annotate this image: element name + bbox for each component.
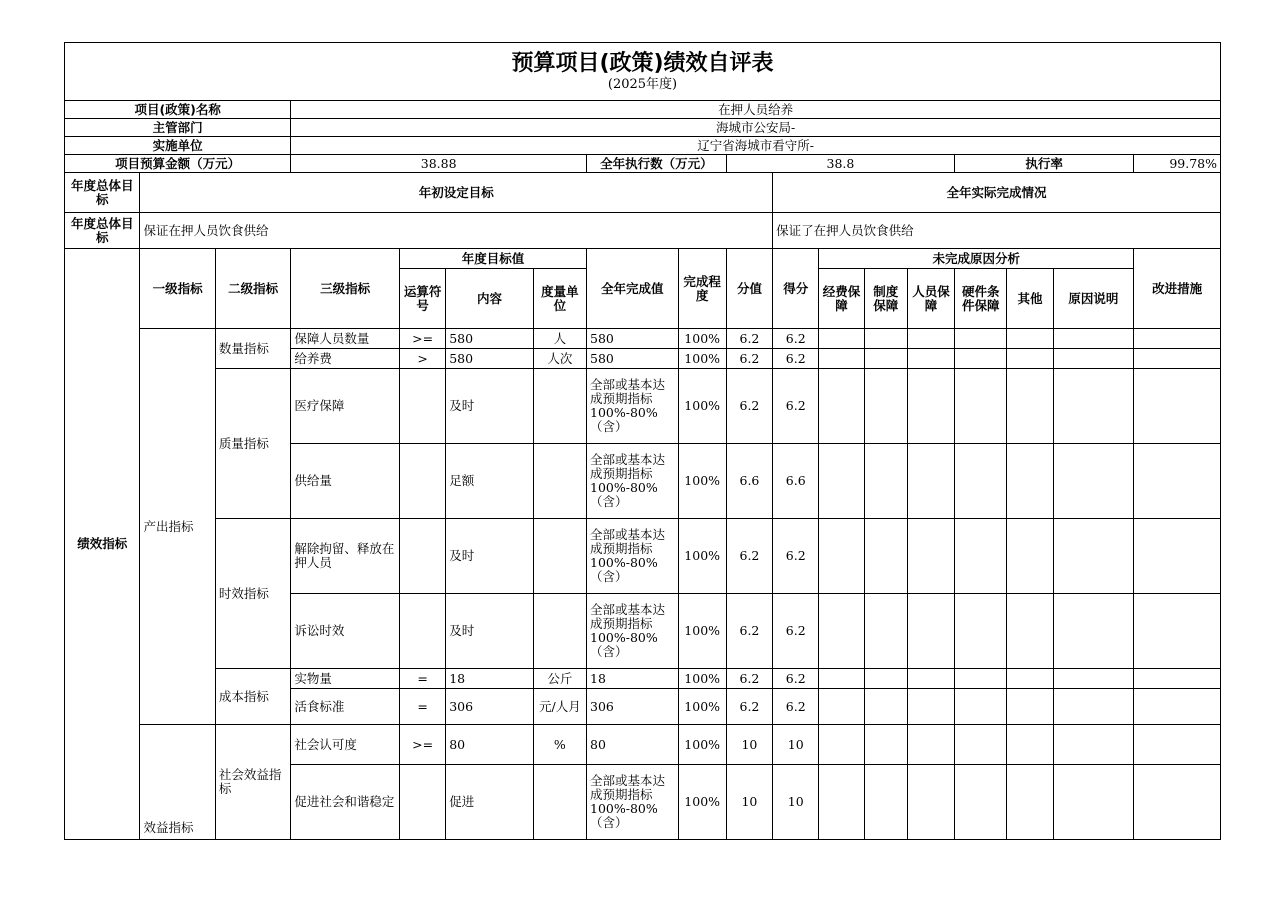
- indicator-op: [399, 519, 445, 594]
- empty-cell: [819, 765, 864, 840]
- empty-cell: [1007, 765, 1053, 840]
- empty-cell: [1134, 765, 1221, 840]
- indicator-content: 及时: [446, 519, 534, 594]
- empty-cell: [1007, 349, 1053, 369]
- empty-cell: [819, 519, 864, 594]
- empty-cell: [819, 594, 864, 669]
- empty-cell: [955, 329, 1007, 349]
- exec-amount-label: 全年执行数（万元）: [587, 155, 727, 173]
- indicator-value: 全部或基本达成预期指标100%-80%（含）: [587, 519, 679, 594]
- empty-cell: [1007, 369, 1053, 444]
- indicator-name: 供给量: [291, 444, 400, 519]
- page-title: 预算项目(政策)绩效自评表: [511, 50, 774, 76]
- indicator-score: 6.2: [773, 329, 819, 349]
- indicator-content: 306: [446, 689, 534, 725]
- empty-cell: [864, 669, 907, 689]
- personnel-header: 人员保障: [907, 269, 954, 329]
- indicator-content: 及时: [446, 594, 534, 669]
- indicator-score: 6.2: [773, 519, 819, 594]
- empty-cell: [1007, 329, 1053, 349]
- indicator-points: 10: [726, 725, 772, 765]
- other-header: 其他: [1007, 269, 1053, 329]
- indicator-name: 解除拘留、释放在押人员: [291, 519, 400, 594]
- indicator-completion: 100%: [678, 519, 726, 594]
- indicator-score: 6.2: [773, 369, 819, 444]
- indicator-name: 社会认可度: [291, 725, 400, 765]
- indicator-content: 18: [446, 669, 534, 689]
- empty-cell: [819, 689, 864, 725]
- initial-goal-header: 年初设定目标: [140, 173, 773, 213]
- annual-target-header: 年度目标值: [399, 249, 586, 269]
- empty-cell: [1053, 594, 1133, 669]
- indicator-value: 全部或基本达成预期指标100%-80%（含）: [587, 594, 679, 669]
- empty-cell: [1134, 689, 1221, 725]
- indicator-completion: 100%: [678, 725, 726, 765]
- empty-cell: [864, 765, 907, 840]
- indicator-points: 6.2: [726, 349, 772, 369]
- empty-cell: [955, 349, 1007, 369]
- implementer-label: 实施单位: [65, 137, 291, 155]
- indicator-score: 6.2: [773, 349, 819, 369]
- indicator-value: 全部或基本达成预期指标100%-80%（含）: [587, 765, 679, 840]
- indicator-value: 580: [587, 349, 679, 369]
- exec-amount-value: 38.8: [726, 155, 954, 173]
- unit-header: 度量单位: [533, 269, 586, 329]
- indicator-op: >=: [399, 329, 445, 349]
- indicator-value: 全部或基本达成预期指标100%-80%（含）: [587, 444, 679, 519]
- empty-cell: [907, 765, 954, 840]
- department-label: 主管部门: [65, 119, 291, 137]
- project-name-value: 在押人员给养: [291, 101, 1221, 119]
- indicator-completion: 100%: [678, 349, 726, 369]
- empty-cell: [1134, 444, 1221, 519]
- empty-cell: [864, 725, 907, 765]
- empty-cell: [907, 594, 954, 669]
- indicator-points: 6.2: [726, 369, 772, 444]
- indicator-score: 10: [773, 765, 819, 840]
- indicator-content: 80: [446, 725, 534, 765]
- indicator-content: 足额: [446, 444, 534, 519]
- indicator-content: 促进: [446, 765, 534, 840]
- indicator-op: >: [399, 349, 445, 369]
- indicator-name: 促进社会和谐稳定: [291, 765, 400, 840]
- empty-cell: [1053, 329, 1133, 349]
- initial-goal-value: 保证在押人员饮食供给: [140, 213, 773, 249]
- implementer-value: 辽宁省海城市看守所-: [291, 137, 1221, 155]
- indicator-op: >=: [399, 725, 445, 765]
- project-name-label: 项目(政策)名称: [65, 101, 291, 119]
- group-output: 产出指标: [140, 329, 215, 725]
- empty-cell: [955, 765, 1007, 840]
- empty-cell: [864, 444, 907, 519]
- indicator-unit: 人次: [533, 349, 586, 369]
- annual-goal-label-2: 年度总体目标: [65, 213, 140, 249]
- indicator-value: 80: [587, 725, 679, 765]
- budget-label: 项目预算金额（万元）: [65, 155, 291, 173]
- year-note: (2025年度): [607, 76, 678, 92]
- completion-header: 完成程度: [678, 249, 726, 329]
- empty-cell: [1053, 369, 1133, 444]
- level1-header: 一级指标: [140, 249, 215, 329]
- empty-cell: [955, 594, 1007, 669]
- empty-cell: [1053, 519, 1133, 594]
- empty-cell: [819, 669, 864, 689]
- annual-goal-label: 年度总体目标: [65, 173, 140, 213]
- empty-cell: [864, 369, 907, 444]
- empty-cell: [1134, 594, 1221, 669]
- indicator-points: 6.6: [726, 444, 772, 519]
- empty-cell: [864, 519, 907, 594]
- perf-indicators-label: 绩效指标: [65, 249, 140, 840]
- indicator-value: 306: [587, 689, 679, 725]
- empty-cell: [955, 519, 1007, 594]
- indicator-score: 6.2: [773, 689, 819, 725]
- indicator-score: 6.2: [773, 594, 819, 669]
- empty-cell: [819, 329, 864, 349]
- empty-cell: [1053, 349, 1133, 369]
- score-header: 得分: [773, 249, 819, 329]
- indicator-value: 18: [587, 669, 679, 689]
- empty-cell: [907, 349, 954, 369]
- empty-cell: [955, 444, 1007, 519]
- indicator-content: 580: [446, 329, 534, 349]
- department-value: 海城市公安局-: [291, 119, 1221, 137]
- actual-status-value: 保证了在押人员饮食供给: [773, 213, 1221, 249]
- empty-cell: [1134, 519, 1221, 594]
- empty-cell: [955, 725, 1007, 765]
- level3-header: 三级指标: [291, 249, 400, 329]
- indicator-unit: [533, 765, 586, 840]
- indicator-completion: 100%: [678, 765, 726, 840]
- indicator-points: 6.2: [726, 669, 772, 689]
- empty-cell: [1053, 689, 1133, 725]
- indicator-unit: [533, 444, 586, 519]
- indicator-name: 诉讼时效: [291, 594, 400, 669]
- indicator-unit: [533, 519, 586, 594]
- unfinished-analysis-header: 未完成原因分析: [819, 249, 1134, 269]
- empty-cell: [1053, 444, 1133, 519]
- empty-cell: [1134, 669, 1221, 689]
- empty-cell: [907, 369, 954, 444]
- indicator-op: [399, 444, 445, 519]
- empty-cell: [1007, 669, 1053, 689]
- indicator-name: 医疗保障: [291, 369, 400, 444]
- indicator-completion: 100%: [678, 669, 726, 689]
- group-timeliness: 时效指标: [215, 519, 290, 669]
- indicator-op: =: [399, 689, 445, 725]
- empty-cell: [819, 369, 864, 444]
- empty-cell: [864, 689, 907, 725]
- indicator-name: 活食标准: [291, 689, 400, 725]
- empty-cell: [955, 689, 1007, 725]
- level2-header: 二级指标: [215, 249, 290, 329]
- empty-cell: [1007, 444, 1053, 519]
- indicator-unit: 公斤: [533, 669, 586, 689]
- indicator-name: 实物量: [291, 669, 400, 689]
- indicator-value: 全部或基本达成预期指标100%-80%（含）: [587, 369, 679, 444]
- budget-value: 38.88: [291, 155, 587, 173]
- operator-header: 运算符号: [399, 269, 445, 329]
- empty-cell: [907, 669, 954, 689]
- empty-cell: [955, 669, 1007, 689]
- empty-cell: [819, 349, 864, 369]
- full-year-value-header: 全年完成值: [587, 249, 679, 329]
- self-evaluation-table: [64, 42, 1221, 840]
- empty-cell: [955, 369, 1007, 444]
- indicator-op: =: [399, 669, 445, 689]
- indicator-points: 6.2: [726, 594, 772, 669]
- indicator-unit: %: [533, 725, 586, 765]
- indicator-unit: [533, 594, 586, 669]
- empty-cell: [1007, 594, 1053, 669]
- empty-cell: [907, 725, 954, 765]
- points-header: 分值: [726, 249, 772, 329]
- group-cost: 成本指标: [215, 669, 290, 725]
- empty-cell: [819, 725, 864, 765]
- empty-cell: [907, 689, 954, 725]
- empty-cell: [864, 594, 907, 669]
- empty-cell: [1053, 669, 1133, 689]
- indicator-content: 580: [446, 349, 534, 369]
- empty-cell: [1053, 765, 1133, 840]
- indicator-points: 10: [726, 765, 772, 840]
- empty-cell: [1007, 519, 1053, 594]
- indicator-points: 6.2: [726, 329, 772, 349]
- indicator-points: 6.2: [726, 519, 772, 594]
- empty-cell: [819, 444, 864, 519]
- indicator-completion: 100%: [678, 594, 726, 669]
- actual-status-header: 全年实际完成情况: [773, 173, 1221, 213]
- empty-cell: [907, 519, 954, 594]
- empty-cell: [1134, 725, 1221, 765]
- measures-header: 改进措施: [1134, 249, 1221, 329]
- indicator-score: 6.2: [773, 669, 819, 689]
- exec-rate-label: 执行率: [955, 155, 1134, 173]
- group-quantity: 数量指标: [215, 329, 290, 369]
- empty-cell: [864, 349, 907, 369]
- indicator-op: [399, 594, 445, 669]
- empty-cell: [864, 329, 907, 349]
- empty-cell: [1053, 725, 1133, 765]
- indicator-unit: 人: [533, 329, 586, 349]
- empty-cell: [1007, 689, 1053, 725]
- group-quality: 质量指标: [215, 369, 290, 519]
- indicator-unit: 元/人月: [533, 689, 586, 725]
- title-cell: [65, 43, 1221, 101]
- indicator-points: 6.2: [726, 689, 772, 725]
- indicator-op: [399, 369, 445, 444]
- reason-header: 原因说明: [1053, 269, 1133, 329]
- indicator-op: [399, 765, 445, 840]
- indicator-completion: 100%: [678, 444, 726, 519]
- indicator-score: 6.6: [773, 444, 819, 519]
- indicator-name: 给养费: [291, 349, 400, 369]
- indicator-score: 10: [773, 725, 819, 765]
- indicator-completion: 100%: [678, 329, 726, 349]
- indicator-completion: 100%: [678, 689, 726, 725]
- empty-cell: [1134, 369, 1221, 444]
- indicator-value: 580: [587, 329, 679, 349]
- indicator-content: 及时: [446, 369, 534, 444]
- group-benefit: 效益指标: [140, 725, 215, 840]
- empty-cell: [1134, 329, 1221, 349]
- indicator-name: 保障人员数量: [291, 329, 400, 349]
- empty-cell: [907, 329, 954, 349]
- system-header: 制度保障: [864, 269, 907, 329]
- group-social: 社会效益指标: [215, 725, 290, 840]
- empty-cell: [1007, 725, 1053, 765]
- empty-cell: [907, 444, 954, 519]
- hardware-header: 硬件条件保障: [955, 269, 1007, 329]
- funding-header: 经费保障: [819, 269, 864, 329]
- content-header: 内容: [446, 269, 534, 329]
- indicator-unit: [533, 369, 586, 444]
- exec-rate-value: 99.78%: [1134, 155, 1221, 173]
- indicator-completion: 100%: [678, 369, 726, 444]
- empty-cell: [1134, 349, 1221, 369]
